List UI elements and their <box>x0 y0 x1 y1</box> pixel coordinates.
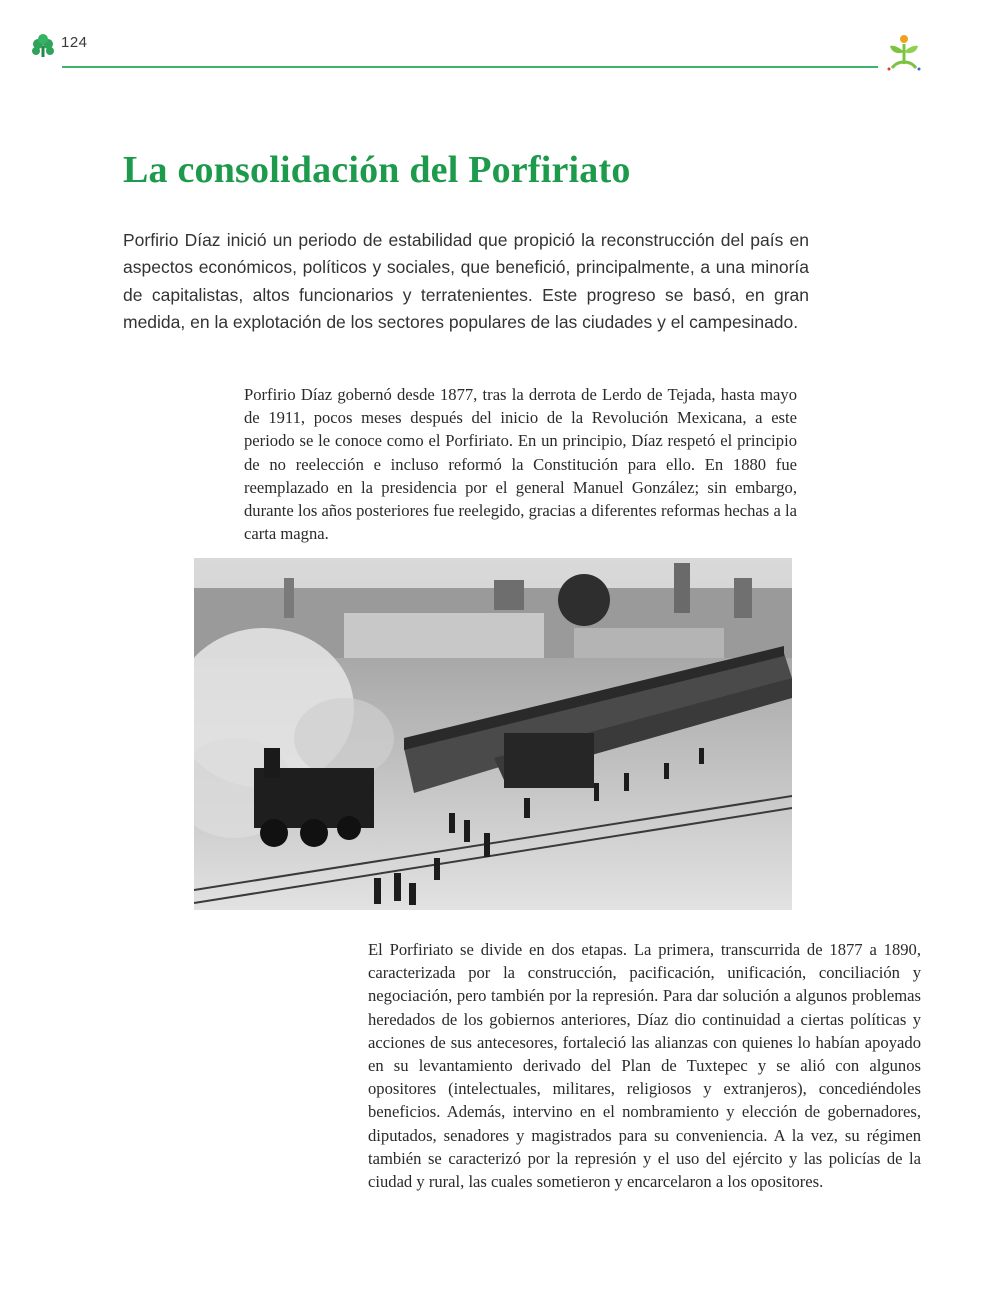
page-header <box>0 0 986 80</box>
header-rule <box>62 66 878 68</box>
page-number: 124 <box>61 34 88 51</box>
page-title: La consolidación del Porfiriato <box>123 149 631 191</box>
body-paragraph-1: Porfirio Díaz gobernó desde 1877, tras la derrota de Lerdo de Tejada, hasta mayo de 1911, pocos meses después del inicio de la Revolución Mexicana, a este periodo se le conoce como el Porfiriato. En un principio, Díaz respetó el principio de no reelección e incluso reformó la Constitución para ello. En 1880 fue reemplazado en la presidencia por el general Manuel González; sin embargo, durante los años posteriores fue reelegido, gracias a diferentes reformas hechas a la carta magna. <box>244 385 797 544</box>
leaf-cluster-icon <box>30 34 56 58</box>
intro-paragraph: Porfirio Díaz inició un periodo de estabilidad que propició la reconstrucción del país en aspectos económicos, políticos y sociales, que benefició, principalmente, a una minoría de capitalistas, altos funcionarios y terratenientes. Este progreso se basó, en gran medida, en la explotación de los sectores populares de las ciudades y el campesinado. <box>123 230 809 332</box>
sprout-figure-icon <box>884 34 924 72</box>
body-paragraph-2: El Porfiriato se divide en dos etapas. La primera, transcurrida de 1877 a 1890, caracterizada por la construcción, pacificación, unificación, conciliación y negociación, pero también por la represión. Para dar solución a algunos problemas heredados de los gobiernos anteriores, Díaz dio continuidad a ciertas políticas y acciones de sus antecesores, fortaleció las alianzas con quienes lo habían apoyado en su levantamiento derivado del Plan de Tuxtepec y se alió con algunos opositores (intelectuales, militares, religiosos y extranjeros), concediéndoles beneficios. Además, intervino en el nombramiento y elección de gobernadores, diputados, senadores y magistrados para su conveniencia. A la vez, su régimen también se caracterizó por la represión y el uso del ejército y las policías de la ciudad y rural, las cuales sometieron y encarcelaron a los opositores. <box>368 940 921 1192</box>
train-station-photo <box>194 558 792 910</box>
